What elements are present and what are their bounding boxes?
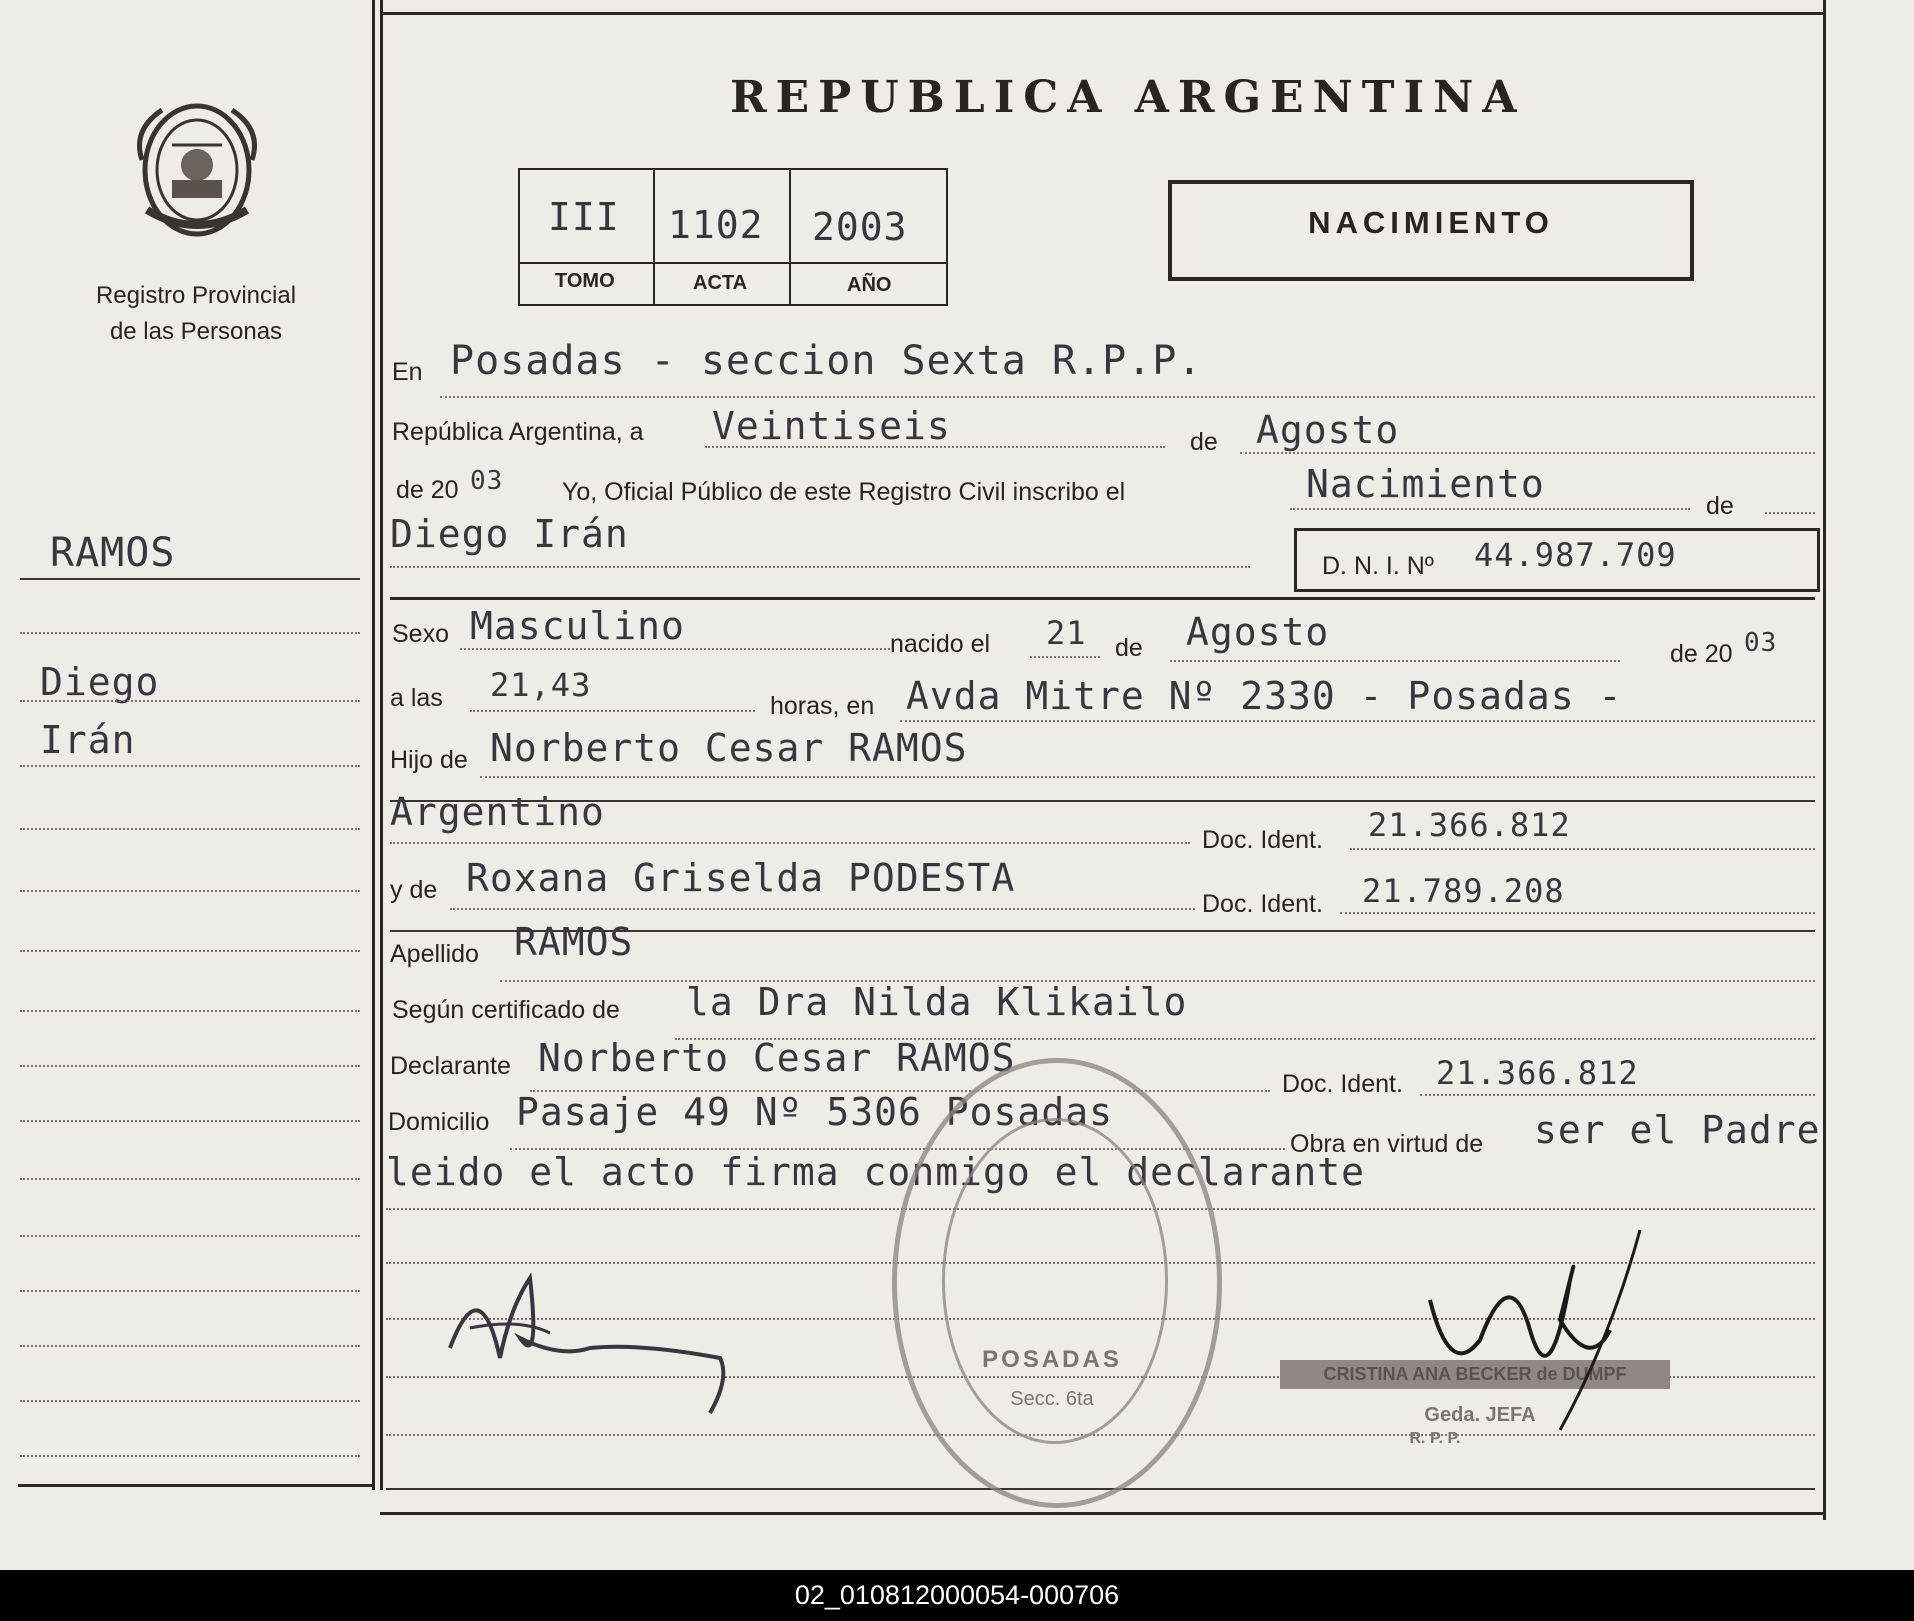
label-domicilio: Domicilio [388, 1108, 490, 1136]
margin-dotted-line [20, 1235, 360, 1237]
registry-name-line1: Registro Provincial [95, 282, 297, 309]
ano-label: AÑO [847, 274, 892, 296]
sex-line [460, 648, 890, 650]
margin-dotted-line [20, 1290, 360, 1292]
acta-value: 1102 [668, 203, 764, 247]
birth-place-value: Avda Mitre Nº 2330 - Posadas - [906, 674, 1623, 718]
birth-place-line [900, 720, 1815, 722]
mother-doc-value: 21.789.208 [1362, 872, 1565, 910]
day-words-value: Veintiseis [712, 404, 951, 448]
section-divider [390, 597, 1815, 600]
country-title: REPUBLICA ARGENTINA [730, 72, 1526, 123]
record-box-divider-2 [789, 168, 791, 304]
official-office-stamp: R. P. P. [1409, 1430, 1461, 1447]
ano-value: 2003 [812, 205, 908, 249]
label-de-month: de [1190, 428, 1218, 456]
father-line [480, 776, 1815, 778]
official-signature [1420, 1220, 1660, 1440]
left-margin-border [372, 0, 375, 1490]
margin-dotted-line [20, 1345, 360, 1347]
month-line [1240, 452, 1815, 454]
declarant-value: Norberto Cesar RAMOS [538, 1036, 1016, 1080]
margin-bottom-border [18, 1484, 373, 1487]
label-de-birth: de [1115, 634, 1143, 662]
dni-value: 44.987.709 [1474, 536, 1677, 574]
label-hijo: Hijo de [390, 746, 468, 774]
label-y-de: y de [390, 876, 438, 904]
birth-year-suffix-value: 03 [1744, 628, 1778, 658]
label-yo: Yo, Oficial Público de este Registro Civil inscribo el [562, 478, 1126, 506]
label-declarante: Declarante [390, 1052, 511, 1080]
year-suffix-value: 03 [470, 466, 504, 496]
registry-name-line2: de las Personas [109, 318, 283, 345]
child-name-value: Diego Irán [390, 512, 629, 556]
margin-dotted-line [20, 950, 360, 952]
hour-line [470, 710, 755, 712]
surname-value: RAMOS [514, 920, 634, 964]
official-title-stamp: Geda. JEFA [1424, 1404, 1536, 1426]
birth-day-value: 21 [1046, 614, 1087, 652]
father-nationality-value: Argentino [390, 790, 605, 834]
margin-dotted-line [20, 1455, 360, 1457]
declarant-doc-value: 21.366.812 [1436, 1054, 1639, 1092]
father-value: Norberto Cesar RAMOS [490, 726, 968, 770]
stamp-center-text: POSADAS [982, 1346, 1122, 1373]
certificate-value: la Dra Nilda Klikailo [686, 980, 1188, 1024]
month-value: Agosto [1256, 408, 1400, 452]
label-de-name: de [1706, 492, 1734, 520]
mother-doc-line [1340, 912, 1815, 914]
image-id-footer: 02_010812000054-000706 [0, 1570, 1914, 1621]
address-value: Pasaje 49 Nº 5306 Posadas [516, 1090, 1113, 1134]
margin-dotted-line [20, 1120, 360, 1122]
main-left-border [380, 0, 383, 1490]
top-border [380, 12, 1824, 15]
label-de-20: de 20 [396, 476, 459, 504]
birth-day-line [1030, 656, 1100, 658]
place-line [440, 396, 1815, 398]
margin-dotted-line [20, 1178, 360, 1180]
record-type: NACIMIENTO [1308, 205, 1554, 240]
coat-of-arms-seal [122, 90, 272, 250]
label-de-20-birth: de 20 [1670, 640, 1733, 668]
father-doc-line [1350, 848, 1815, 850]
label-a-las: a las [390, 684, 443, 712]
margin-dotted-line [20, 1065, 360, 1067]
margin-surname-line [20, 578, 360, 580]
birth-month-line [1170, 660, 1620, 662]
sex-value: Masculino [470, 604, 685, 648]
acta-label: ACTA [693, 272, 748, 294]
record-box-hline [518, 262, 946, 264]
declarant-signature [410, 1248, 750, 1418]
reason-value: ser el Padre [1534, 1108, 1821, 1152]
margin-dotted-line [20, 1400, 360, 1402]
tomo-label: TOMO [555, 270, 615, 292]
record-box-divider-1 [653, 168, 655, 304]
margin-second-name: Irán [40, 718, 136, 762]
signature-icon [410, 1248, 750, 1418]
mother-value: Roxana Griselda PODESTA [466, 856, 1016, 900]
label-nacido: nacido el [890, 630, 991, 658]
margin-first-name: Diego [40, 660, 160, 704]
seal-icon [122, 90, 272, 250]
main-right-border [1823, 0, 1826, 1520]
label-obra: Obra en virtud de [1290, 1130, 1484, 1158]
label-apellido: Apellido [390, 940, 479, 968]
margin-dotted-line [20, 890, 360, 892]
label-sexo: Sexo [392, 620, 449, 648]
margin-surname: RAMOS [50, 530, 176, 576]
closing-value: leido el acto firma conmigo el declarante [386, 1150, 1365, 1194]
margin-dotted-line [20, 700, 360, 702]
mother-line [450, 908, 1195, 910]
label-doc-father: Doc. Ident. [1202, 826, 1323, 854]
nationality-line [390, 842, 1190, 844]
margin-dotted-line [20, 632, 360, 634]
father-doc-value: 21.366.812 [1368, 806, 1571, 844]
place-value: Posadas - seccion Sexta R.P.P. [450, 338, 1203, 384]
label-en: En [392, 358, 423, 386]
birth-month-value: Agosto [1186, 610, 1330, 654]
tomo-value: III [548, 195, 620, 239]
act-type-value: Nacimiento [1306, 462, 1545, 506]
declarant-doc-line [1420, 1094, 1815, 1096]
label-doc-declarant: Doc. Ident. [1282, 1070, 1403, 1098]
margin-dotted-line [20, 765, 360, 767]
label-republica: República Argentina, a [392, 418, 644, 446]
label-horas: horas, en [770, 692, 875, 720]
bottom-border [380, 1512, 1824, 1515]
official-name-stamp: CRISTINA ANA BECKER de DUMPF [1280, 1360, 1670, 1389]
child-name-line [390, 566, 1250, 568]
label-doc-mother: Doc. Ident. [1202, 890, 1323, 918]
day-line [705, 446, 1165, 448]
stamp-section-text: Secc. 6ta [1010, 1388, 1094, 1410]
act-type-line [1290, 508, 1690, 510]
signature-icon [1420, 1220, 1660, 1440]
label-dni: D. N. I. Nº [1322, 552, 1434, 580]
hour-value: 21,43 [490, 666, 592, 704]
label-segun: Según certificado de [392, 996, 620, 1024]
margin-dotted-line [20, 1010, 360, 1012]
margin-dotted-line [20, 828, 360, 830]
de-name-line [1765, 512, 1815, 514]
